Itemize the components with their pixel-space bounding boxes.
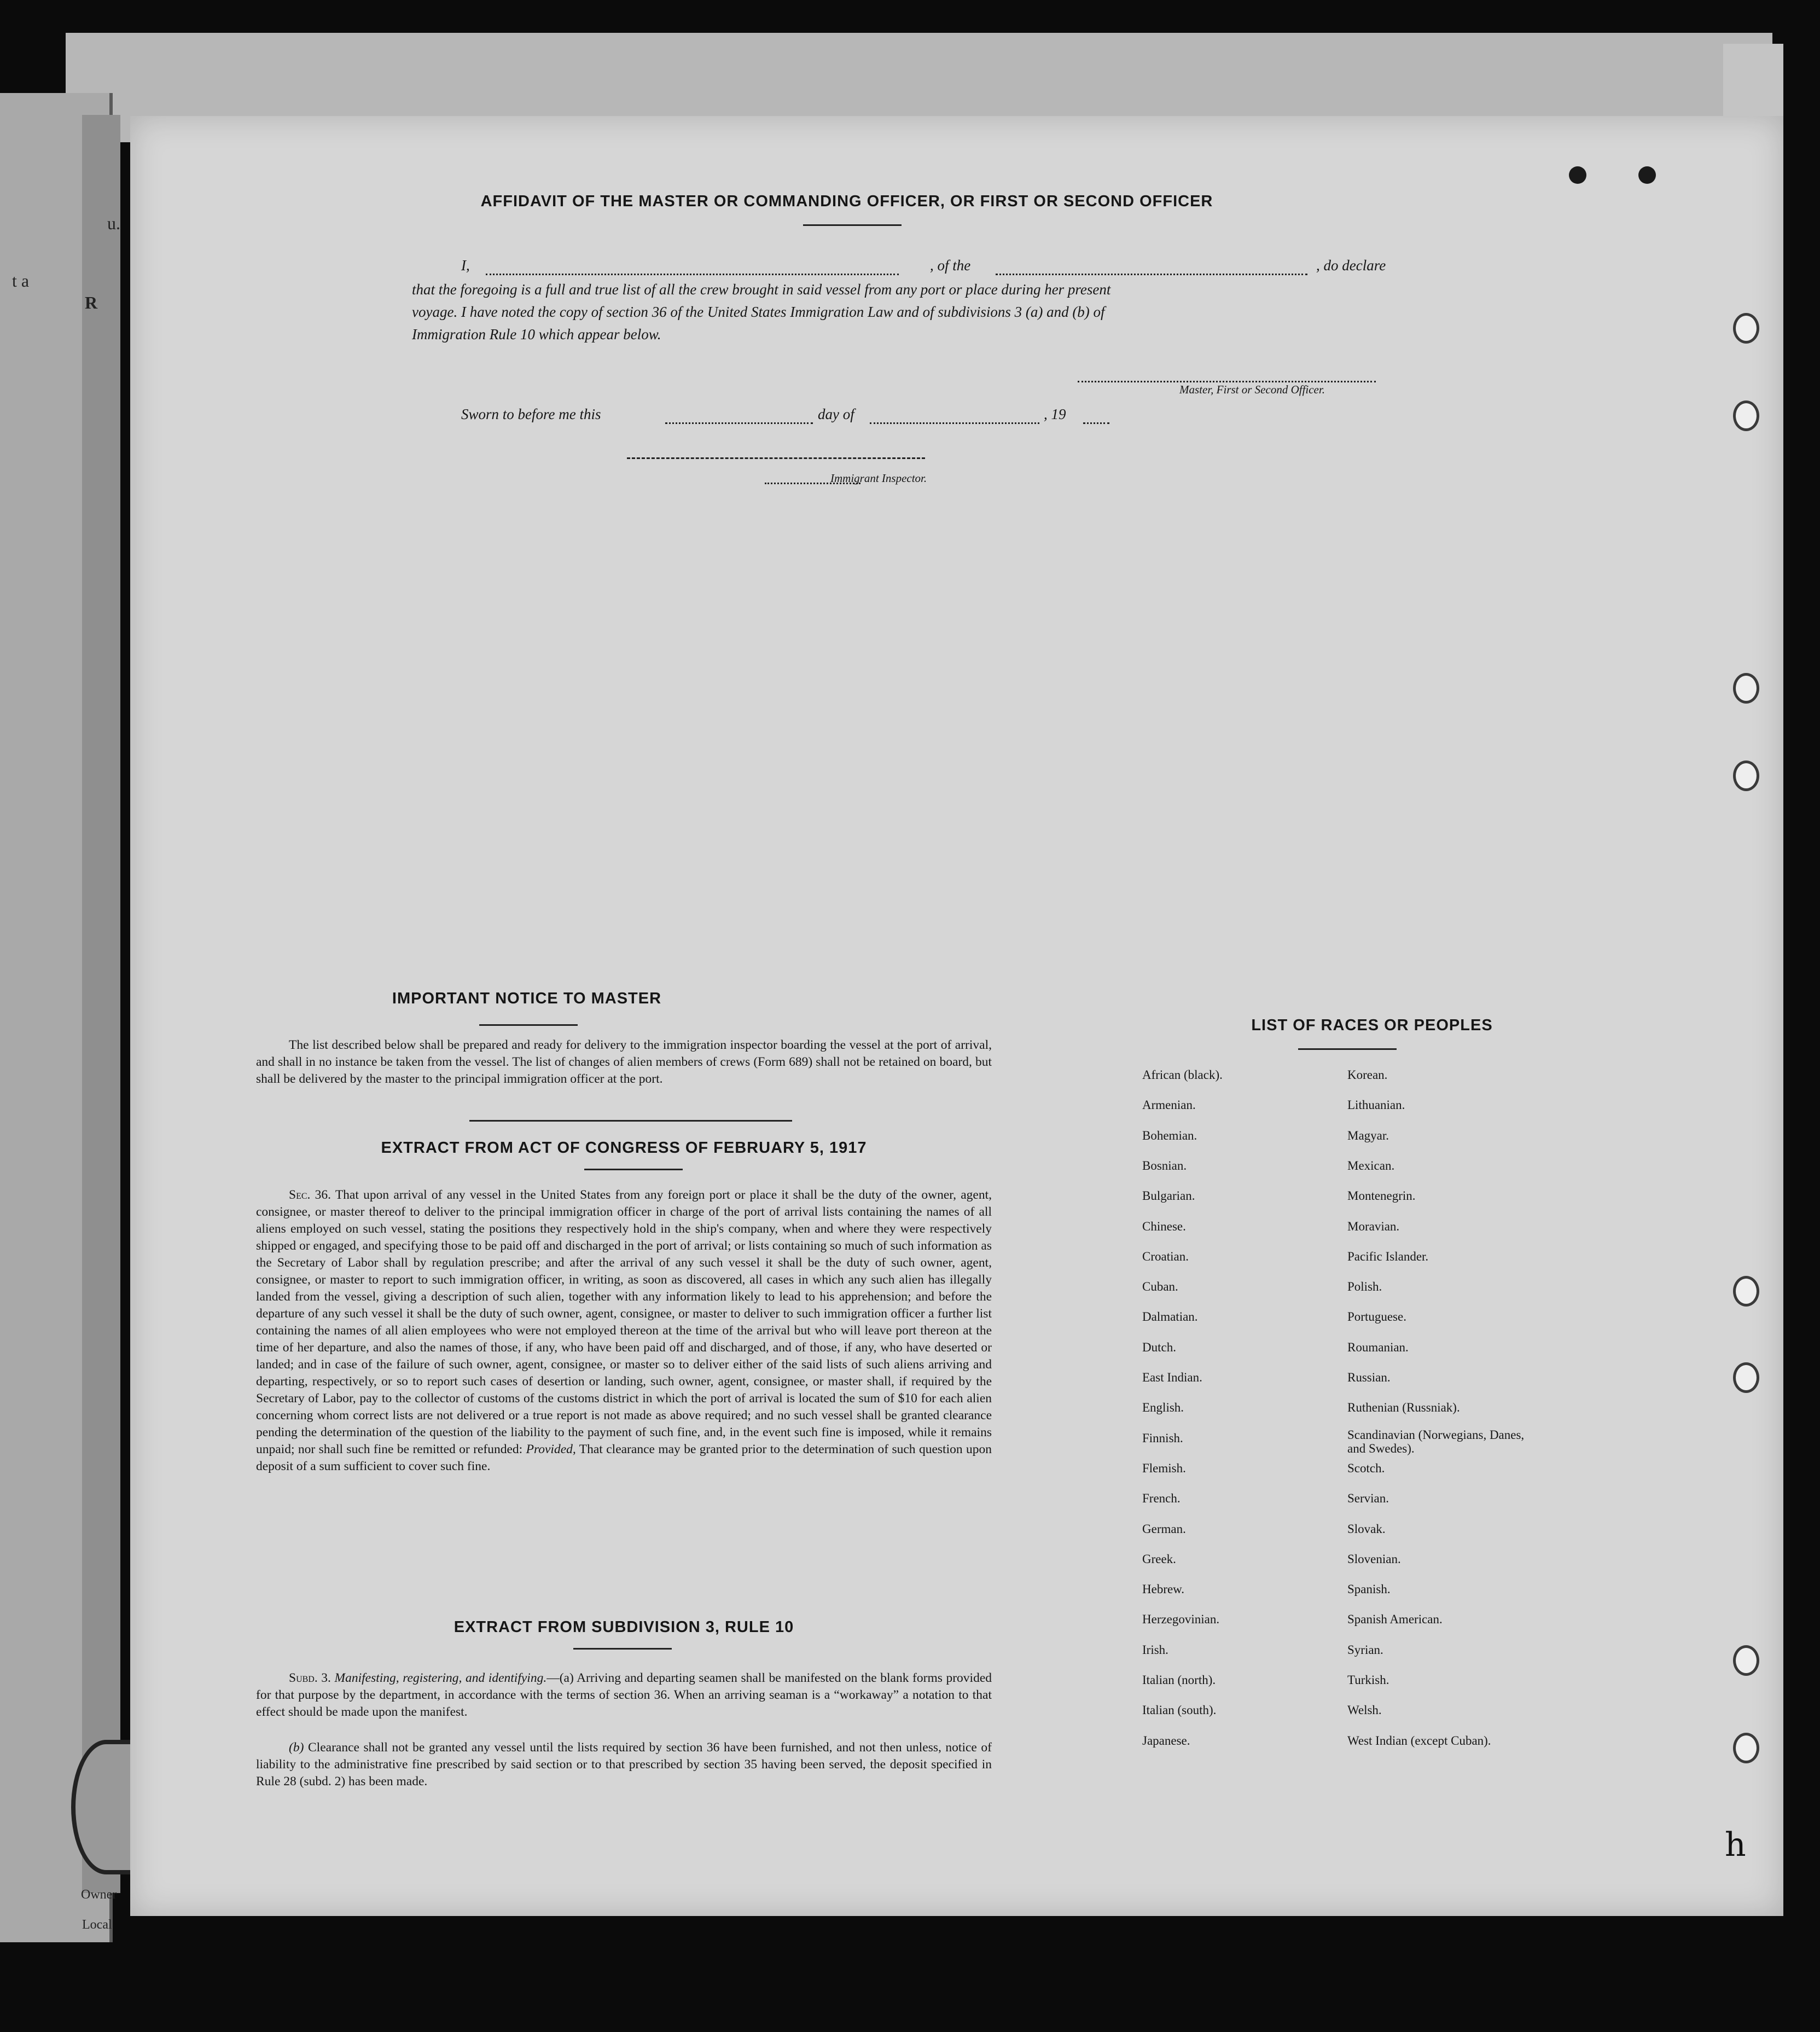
margin-fragment: Local xyxy=(82,1918,112,1932)
binder-hole xyxy=(1733,1362,1759,1393)
master-signature-line[interactable] xyxy=(1078,381,1376,382)
punch-hole-dark xyxy=(1569,166,1586,184)
race-item: Dutch. xyxy=(1142,1340,1176,1354)
race-item: Mexican. xyxy=(1347,1158,1395,1172)
act-extract-title: EXTRACT FROM ACT OF CONGRESS OF FEBRUARY 5, 1917 xyxy=(381,1139,867,1157)
race-item: Armenian. xyxy=(1142,1098,1196,1112)
binder-hole xyxy=(1733,673,1759,704)
race-item: Syrian. xyxy=(1347,1642,1383,1657)
margin-fragment: Owner xyxy=(81,1888,117,1902)
race-item: Magyar. xyxy=(1347,1128,1389,1142)
race-item: Polish. xyxy=(1347,1280,1382,1294)
rule-extract-para-a xyxy=(256,1670,992,1721)
rule-extract-title: EXTRACT FROM SUBDIVISION 3, RULE 10 xyxy=(453,1618,794,1636)
race-item: Scandinavian (Norwegians, Danes, and Swedes). xyxy=(1347,1427,1525,1455)
race-item: Spanish American. xyxy=(1347,1612,1443,1627)
act-provided: Provided, xyxy=(526,1442,576,1456)
affidavit-title-rule xyxy=(803,224,902,226)
race-item: West Indian (except Cuban). xyxy=(1347,1733,1491,1747)
race-item: Italian (north). xyxy=(1142,1673,1216,1687)
race-item: Bulgarian. xyxy=(1142,1189,1195,1203)
binder-hole xyxy=(1733,1276,1759,1307)
race-item: Roumanian. xyxy=(1347,1340,1409,1354)
act-extract-body xyxy=(256,1187,992,1475)
binder-hole xyxy=(1733,1733,1759,1763)
race-item: Welsh. xyxy=(1347,1703,1382,1717)
race-item: Japanese. xyxy=(1142,1733,1190,1747)
affidavit-line-3: voyage. I have noted the copy of section 36 of the United States Immigration Law and of subdivisions 3 (a) and (b) of xyxy=(412,304,1105,320)
act-section-text: That upon arrival of any vessel in the United States from any foreign port or place it shall be the duty of the owner, agent, consignee, or master thereof to deliver to the principal immigration officer in charge of the port of arrival lists containing the names of all aliens employed on such vessel, stating the positions they respectively hold in the ship's company, when and where they were respectively shipped or engaged, and specifying those to be paid off and discharged in the port of arrival; or lists containing so much of such information as the Secretary of Labor shall by regulation prescribe; and after the arrival of any such vessel it shall be the duty of such owner, agent, consignee, or master to report to such immigration officer, in writing, as soon as discovered, all cases in which any such alien has illegally landed from the vessel, giving a description of such alien, together with any information likely to lead to his apprehension; and before the departure of any such vessel it shall be the duty of such owner, agent, consignee, or master to deliver to such immigration officer a further list containing the names of all alien employees who were not employed thereon at the time of the arrival but who will leave port thereon at the time of her departure, and also the names of those, if any, who have been paid off and discharged, and of those, if any, who have deserted or landed; and in case of the failure of such owner, agent, consignee, or master so to deliver either of the said lists of such aliens arriving and departing, respectively, or so to report such cases of desertion or landing, such owner, agent, consignee, or master shall, if required by the Secretary of Labor, pay to the collector of customs of the customs district in which the port of arrival is located the sum of $10 for each alien concerning whom correct lists are not delivered or a true report is not made as above required; and no such vessel shall be granted clearance pending the determination of the question of the liability to the payment of such fine, and, in the event such fine is imposed, while it remains unpaid; nor shall such fine be remitted or refunded: xyxy=(256,1188,992,1456)
act-section-label: Sec. 36. xyxy=(289,1188,331,1202)
affidavit-title: AFFIDAVIT OF THE MASTER OR COMMANDING OFFICER, OR FIRST OR SECOND OFFICER xyxy=(480,193,1213,210)
notice-body: The list described below shall be prepared and ready for delivery to the immigration inspector boarding the vessel at the port of arrival, and shall in no instance be taken from the vessel. The list of changes of alien members of crews (Form 689) shall not be retained on board, but shall be delivered by the master to the principal immigration officer at the port. xyxy=(256,1038,992,1086)
race-item: Herzegovinian. xyxy=(1142,1612,1220,1627)
race-item: Turkish. xyxy=(1347,1673,1389,1687)
race-item: Ruthenian (Russniak). xyxy=(1347,1401,1460,1415)
race-item: Servian. xyxy=(1347,1491,1389,1506)
race-item: Spanish. xyxy=(1347,1582,1391,1596)
subdivision-para-a: —(a) Arriving and departing seamen shall be manifested on the blank forms provided for that purpose by the department, in accordance with the terms of section 36. When an arriving seaman is a “workaway” a notation to that effect should be made upon the manifest. xyxy=(256,1671,992,1719)
race-item: Montenegrin. xyxy=(1347,1189,1416,1203)
race-item: Lithuanian. xyxy=(1347,1098,1405,1112)
binder-hole xyxy=(1733,760,1759,791)
race-item: Slovenian. xyxy=(1347,1552,1401,1566)
race-item: Greek. xyxy=(1142,1552,1176,1566)
sworn-year-line[interactable] xyxy=(1083,422,1109,424)
race-item: Irish. xyxy=(1142,1642,1168,1657)
race-item: Cuban. xyxy=(1142,1280,1178,1294)
race-item: African (black). xyxy=(1142,1068,1223,1082)
subdivision-label: Subd. 3. xyxy=(289,1671,331,1685)
para-b-label: (b) xyxy=(289,1740,304,1755)
subdivision-heading: Manifesting, registering, and identifying. xyxy=(334,1671,547,1685)
race-item: Moravian. xyxy=(1347,1219,1400,1233)
race-item: Dalmatian. xyxy=(1142,1310,1198,1324)
race-item: Russian. xyxy=(1347,1371,1391,1384)
affidavit-of-the: , of the xyxy=(930,257,971,274)
handwritten-corner-mark: h xyxy=(1725,1826,1746,1864)
inspector-signature-line[interactable] xyxy=(627,457,925,459)
binder-hole xyxy=(1733,400,1759,431)
race-item: Bosnian. xyxy=(1142,1158,1187,1172)
races-title-rule xyxy=(1298,1048,1397,1050)
punch-hole-dark xyxy=(1638,166,1656,184)
sworn-month-line[interactable] xyxy=(870,422,1039,424)
race-item: Slovak. xyxy=(1347,1522,1386,1536)
race-item: Portuguese. xyxy=(1347,1310,1406,1324)
race-item: Hebrew. xyxy=(1142,1582,1185,1596)
notice-title-rule xyxy=(479,1024,578,1026)
rule-extract-para-b xyxy=(256,1739,992,1790)
vessel-name-line[interactable] xyxy=(996,274,1307,275)
declarant-name-line[interactable] xyxy=(486,274,899,275)
race-item: German. xyxy=(1142,1522,1186,1536)
inspector-label: Immigrant Inspector. xyxy=(830,472,927,485)
margin-fragment: R xyxy=(85,293,98,312)
affidavit-pronoun: I, xyxy=(461,257,470,274)
race-item: Finnish. xyxy=(1142,1431,1183,1445)
race-item: Flemish. xyxy=(1142,1461,1186,1475)
race-item: Italian (south). xyxy=(1142,1703,1217,1717)
race-item: Croatian. xyxy=(1142,1249,1189,1263)
race-item: English. xyxy=(1142,1401,1184,1415)
affidavit-line-2: that the foregoing is a full and true list of all the crew brought in said vessel from any port or place during her present xyxy=(412,281,1111,298)
sworn-day-line[interactable] xyxy=(665,422,813,424)
rule-extract-title-rule xyxy=(573,1648,672,1650)
manifest-page xyxy=(130,116,1783,1916)
binder-hole xyxy=(1733,313,1759,344)
race-item: Scotch. xyxy=(1347,1461,1385,1475)
race-item: Bohemian. xyxy=(1142,1128,1197,1142)
margin-strip xyxy=(82,115,120,1893)
races-title: LIST OF RACES OR PEOPLES xyxy=(1251,1017,1493,1034)
binder-hole xyxy=(1733,1645,1759,1676)
day-of-text: day of xyxy=(818,406,854,422)
notice-title: IMPORTANT NOTICE TO MASTER xyxy=(392,990,662,1007)
year-prefix: , 19 xyxy=(1044,406,1066,422)
sworn-text: Sworn to before me this xyxy=(461,406,601,422)
race-item: French. xyxy=(1142,1491,1181,1506)
affidavit-do-declare: , do declare xyxy=(1316,257,1386,274)
race-item: Chinese. xyxy=(1142,1219,1186,1233)
act-section-tail: That clearance may be granted prior to the determination of such question upon deposit of a sum sufficient to cover such fine. xyxy=(256,1442,992,1473)
act-extract-title-rule xyxy=(584,1169,683,1170)
affidavit-line-4: Immigration Rule 10 which appear below. xyxy=(412,326,661,342)
notice-separator-rule xyxy=(469,1120,792,1122)
margin-fragment: u. xyxy=(107,213,120,233)
margin-fragment: t a xyxy=(12,271,30,291)
master-signature-label: Master, First or Second Officer. xyxy=(1179,383,1325,396)
para-b-text: Clearance shall not be granted any vessel until the lists required by section 36 have been furnished, and not then unless, notice of liability to the administrative fine prescribed by said section or to that prescribed by section 35 having been served, the deposit specified in Rule 28 (subd. 2) has been made. xyxy=(256,1740,992,1789)
race-item: Pacific Islander. xyxy=(1347,1249,1429,1263)
race-item: Korean. xyxy=(1347,1068,1388,1082)
race-item: East Indian. xyxy=(1142,1371,1202,1384)
